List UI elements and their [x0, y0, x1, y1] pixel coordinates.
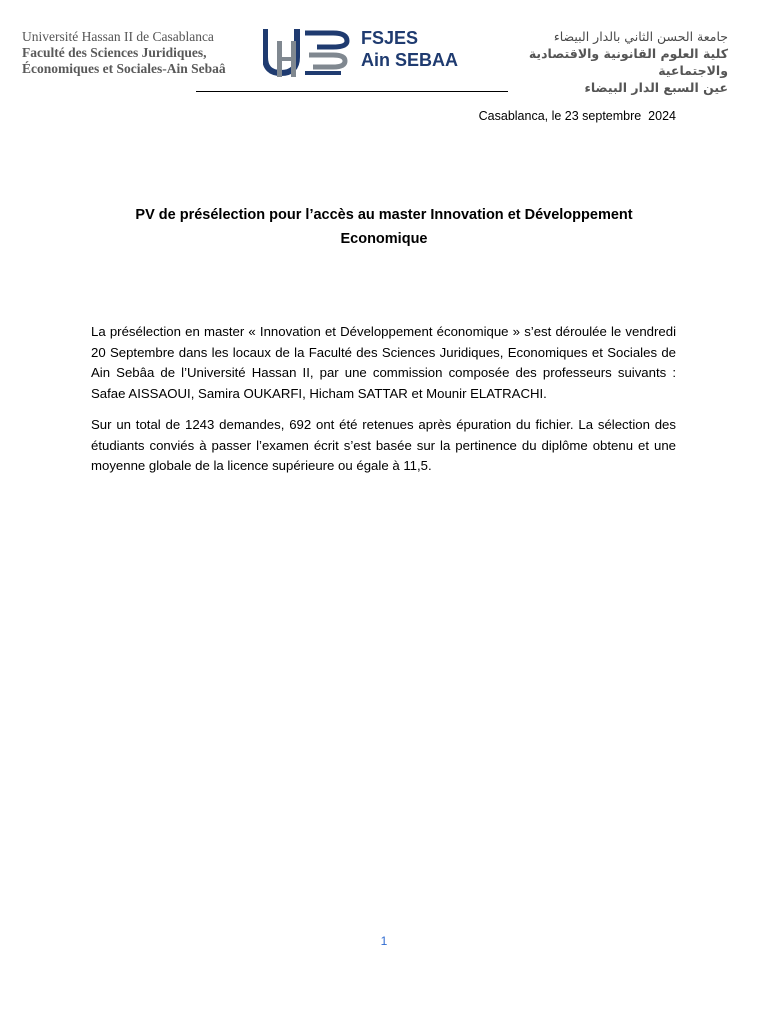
paragraph: La présélection en master « Innovation et Développement économique » s’est déroulée le vendredi 20 Septembre dans les locaux de la Faculté des Sciences Juridiques, Economiques et Sociales de Ain Sebâa de l’Université Hassan II, par une commission composée des professeurs suivants : Safae AISSAOUI, Samira OUKARFI, Hicham SATTAR et Mounir ELATRACHI. [91, 324, 676, 401]
university-name-line: Université Hassan II de Casablanca [22, 29, 214, 44]
document-title [92, 203, 676, 251]
logo-fsjes: FSJES [361, 28, 419, 48]
faculty-name-line-2: Économiques et Sociales-Ain Sebaâ [22, 61, 226, 76]
arabic-location-line: عين السبع الدار البيضاء [584, 80, 728, 95]
document-date: Casablanca, le 23 septembre 2024 [478, 109, 676, 123]
logo-ain-sebaa: Ain SEBAA [361, 50, 459, 70]
header-divider [196, 91, 508, 92]
page-number: 1 [380, 934, 388, 948]
logo-text [361, 27, 458, 71]
paragraph: Sur un total de 1243 demandes, 692 ont été retenues après épuration du fichier. La sélection des étudiants conviés à passer l’examen écrit s’est basée sur la pertinence du diplôme obtenu et une moyenne globale de la licence supérieure ou égale à 11,5. [91, 417, 676, 473]
faculty-name-line-1: Faculté des Sciences Juridiques, [22, 45, 207, 60]
title-line-1: PV de présélection pour l’accès au master Innovation et Développement [135, 207, 633, 223]
university-name-french [22, 29, 262, 77]
title-line-2: Economique [340, 231, 428, 247]
arabic-university-line: جامعة الحسن الثاني بالدار البيضاء [553, 29, 728, 44]
document-body [91, 322, 676, 488]
university-name-arabic [478, 28, 728, 96]
arabic-faculty-line: كلية العلوم القانونية والاقتصادية والاجتماعية [528, 46, 728, 78]
